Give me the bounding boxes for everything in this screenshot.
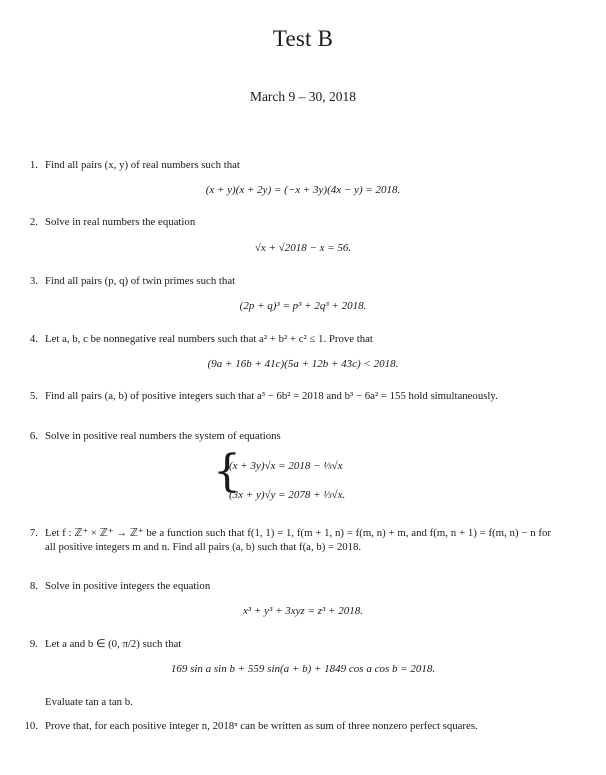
problem-number: 8. bbox=[29, 580, 38, 592]
problem-number: 10. bbox=[24, 720, 38, 732]
problem-text: Let f : ℤ⁺ × ℤ⁺ → ℤ⁺ be a function such that f(1, 1) = 1, f(m + 1, n) = f(m, n) + m, and f(m, n + 1) = f(m, n) − n for all positive integers m and n. Find all pairs (a, b) such that f(a, b) = 2018. bbox=[45, 527, 551, 553]
problem-text: Let a and b ∈ (0, π/2) such that bbox=[45, 638, 182, 650]
problem-number: 1. bbox=[29, 159, 38, 171]
problem-text: Prove that, for each positive integer n, 2018ⁿ can be written as sum of three nonzero perfect squares. bbox=[45, 720, 478, 732]
problem-text: Let a, b, c be nonnegative real numbers such that a² + b² + c² ≤ 1. Prove that bbox=[45, 333, 373, 345]
problem-text: Find all pairs (p, q) of twin primes such that bbox=[45, 275, 236, 287]
problem-number: 7. bbox=[29, 527, 38, 539]
problem-8-equation: x³ + y³ + 3xyz = z³ + 2018. bbox=[243, 605, 363, 617]
problem-2-equation: √x + √2018 − x = 56. bbox=[254, 242, 352, 254]
system-line-1: (x + 3y)√x = 2018 − ⅓√x bbox=[229, 460, 343, 472]
problem-number: 9. bbox=[29, 638, 38, 650]
system-brace: { bbox=[213, 446, 241, 497]
problem-text: Solve in real numbers the equation bbox=[45, 216, 196, 228]
problem-text: Solve in positive real numbers the system of equations bbox=[45, 430, 281, 442]
page-title: Test B bbox=[272, 26, 334, 51]
problem-number: 6. bbox=[29, 430, 38, 442]
problem-text: Find all pairs (x, y) of real numbers such that bbox=[45, 159, 240, 171]
problem-3-equation: (2p + q)³ = p³ + 2q³ + 2018. bbox=[239, 300, 367, 312]
problem-number: 2. bbox=[29, 216, 38, 228]
problem-1-equation: (x + y)(x + 2y) = (−x + 3y)(4x − y) = 2018. bbox=[205, 184, 401, 196]
problem-4-equation: (9a + 16b + 41c)(5a + 12b + 43c) < 2018. bbox=[207, 358, 399, 370]
problem-number: 3. bbox=[29, 275, 38, 287]
test-date: March 9 – 30, 2018 bbox=[249, 89, 357, 104]
problem-9-equation: 169 sin a sin b + 559 sin(a + b) + 1849 cos a cos b = 2018. bbox=[170, 663, 436, 675]
problem-text: Solve in positive integers the equation bbox=[45, 580, 211, 592]
problem-number: 4. bbox=[29, 333, 38, 345]
problem-text: Evaluate tan a tan b. bbox=[45, 696, 133, 708]
problem-text: Find all pairs (a, b) of positive integers such that a³ − 6b² = 2018 and b³ − 6a² = 155 hold simultaneously. bbox=[45, 390, 498, 402]
problem-number: 5. bbox=[29, 390, 38, 402]
system-line-2: (3x + y)√y = 2078 + ⅓√x. bbox=[229, 489, 346, 501]
